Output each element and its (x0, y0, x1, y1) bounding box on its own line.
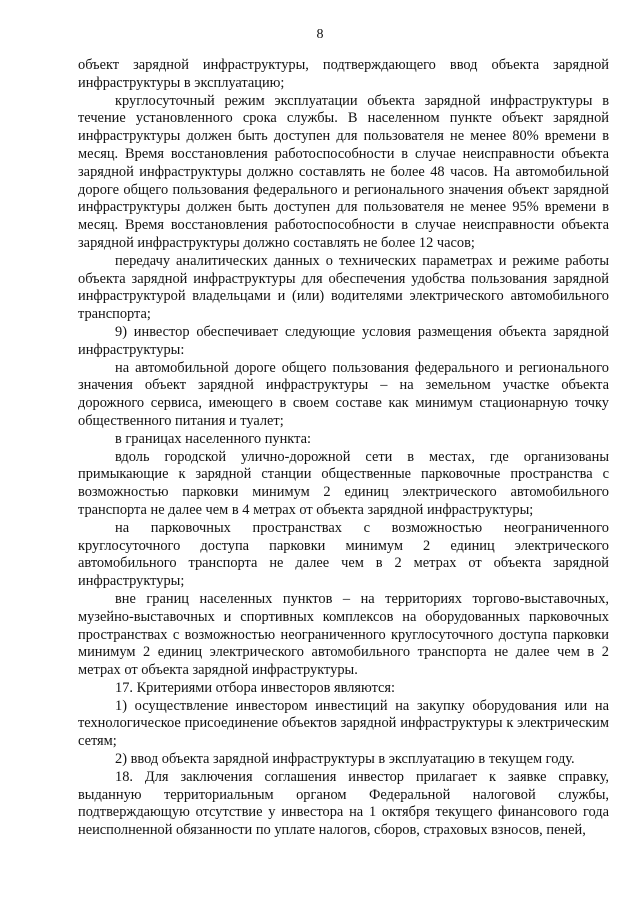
paragraph-7: вдоль городской улично-дорожной сети в местах, где организованы примыкающие к зарядной станции общественные парковочные пространства с возможностью парковки минимум 2 единиц электрического автомобильного транспорта не далее чем в 4 метрах от объекта зарядной инфраструктуры; (78, 448, 609, 518)
paragraph-3: передачу аналитических данных о технических параметрах и режиме работы объекта зарядной инфраструктуры для обеспечения удобства пользования зарядной инфраструктурой владельцами и (или) водителями электрического автомобильного транспорта; (78, 252, 609, 323)
paragraph-10: 17. Критериями отбора инвесторов являются: (115, 679, 396, 696)
paragraph-4: 9) инвестор обеспечивает следующие условия размещения объекта зарядной инфраструктуры: (78, 323, 609, 358)
paragraph-2: круглосуточный режим эксплуатации объекта зарядной инфраструктуры в течение установленного срока службы. В населенном пункте объект зарядной инфраструктуры должен быть доступен для пользователя не менее 80% времени в месяц. Время восстановления работоспособности в случае неисправности объекта зарядной инфраструктуры должно составлять не более 48 часов. На автомобильной дороге общего пользования федерального и регионального значения объект зарядной инфраструктуры должен быть доступен для пользователя не менее 95% времени в месяц. Время восстановления работоспособности в случае неисправности объекта зарядной инфраструктуры должно составлять не более 12 часов; (78, 92, 609, 251)
document-body (78, 57, 609, 840)
paragraph-1: объект зарядной инфраструктуры, подтверждающего ввод объекта зарядной инфраструктуры в эксплуатацию; (78, 57, 609, 91)
paragraph-6: в границах населенного пункта: (115, 430, 311, 447)
paragraph-5: на автомобильной дороге общего пользования федерального и регионального значения объект зарядной инфраструктуры – на земельном участке объекта дорожного сервиса, имеющего в своем составе как минимум стационарную точку общественного питания и туалет; (78, 359, 609, 429)
paragraph-12: 2) ввод объекта зарядной инфраструктуры в эксплуатацию в текущем году. (115, 751, 575, 768)
page-number: 8 (316, 27, 324, 42)
paragraph-8: на парковочных пространствах с возможностью неограниченного круглосуточного доступа парковки минимум 2 единиц электрического автомобильного транспорта не далее чем в 2 метрах от объекта зарядной инфраструктуры; (78, 519, 609, 590)
paragraph-11: 1) осуществление инвестором инвестиций на закупку оборудования или на технологическое присоединение объектов зарядной инфраструктуры к электрическим сетям; (78, 697, 609, 750)
paragraph-9: вне границ населенных пунктов – на территориях торгово-выставочных, музейно-выставочных и спортивных комплексов на оборудованных парковочных пространствах с возможностью неограниченного круглосуточного доступа парковки минимум 2 единиц электрического автомобильного транспорта не далее чем в 2 метрах от объекта зарядной инфраструктуры. (78, 590, 609, 679)
paragraph-13: 18. Для заключения соглашения инвестор прилагает к заявке справку, выданную территориальным органом Федеральной налоговой службы, подтверждающую отсутствие у инвестора на 1 октября текущего финансового года неисполненной обязанности по уплате налогов, сборов, страховых взносов, пеней, (78, 768, 609, 839)
